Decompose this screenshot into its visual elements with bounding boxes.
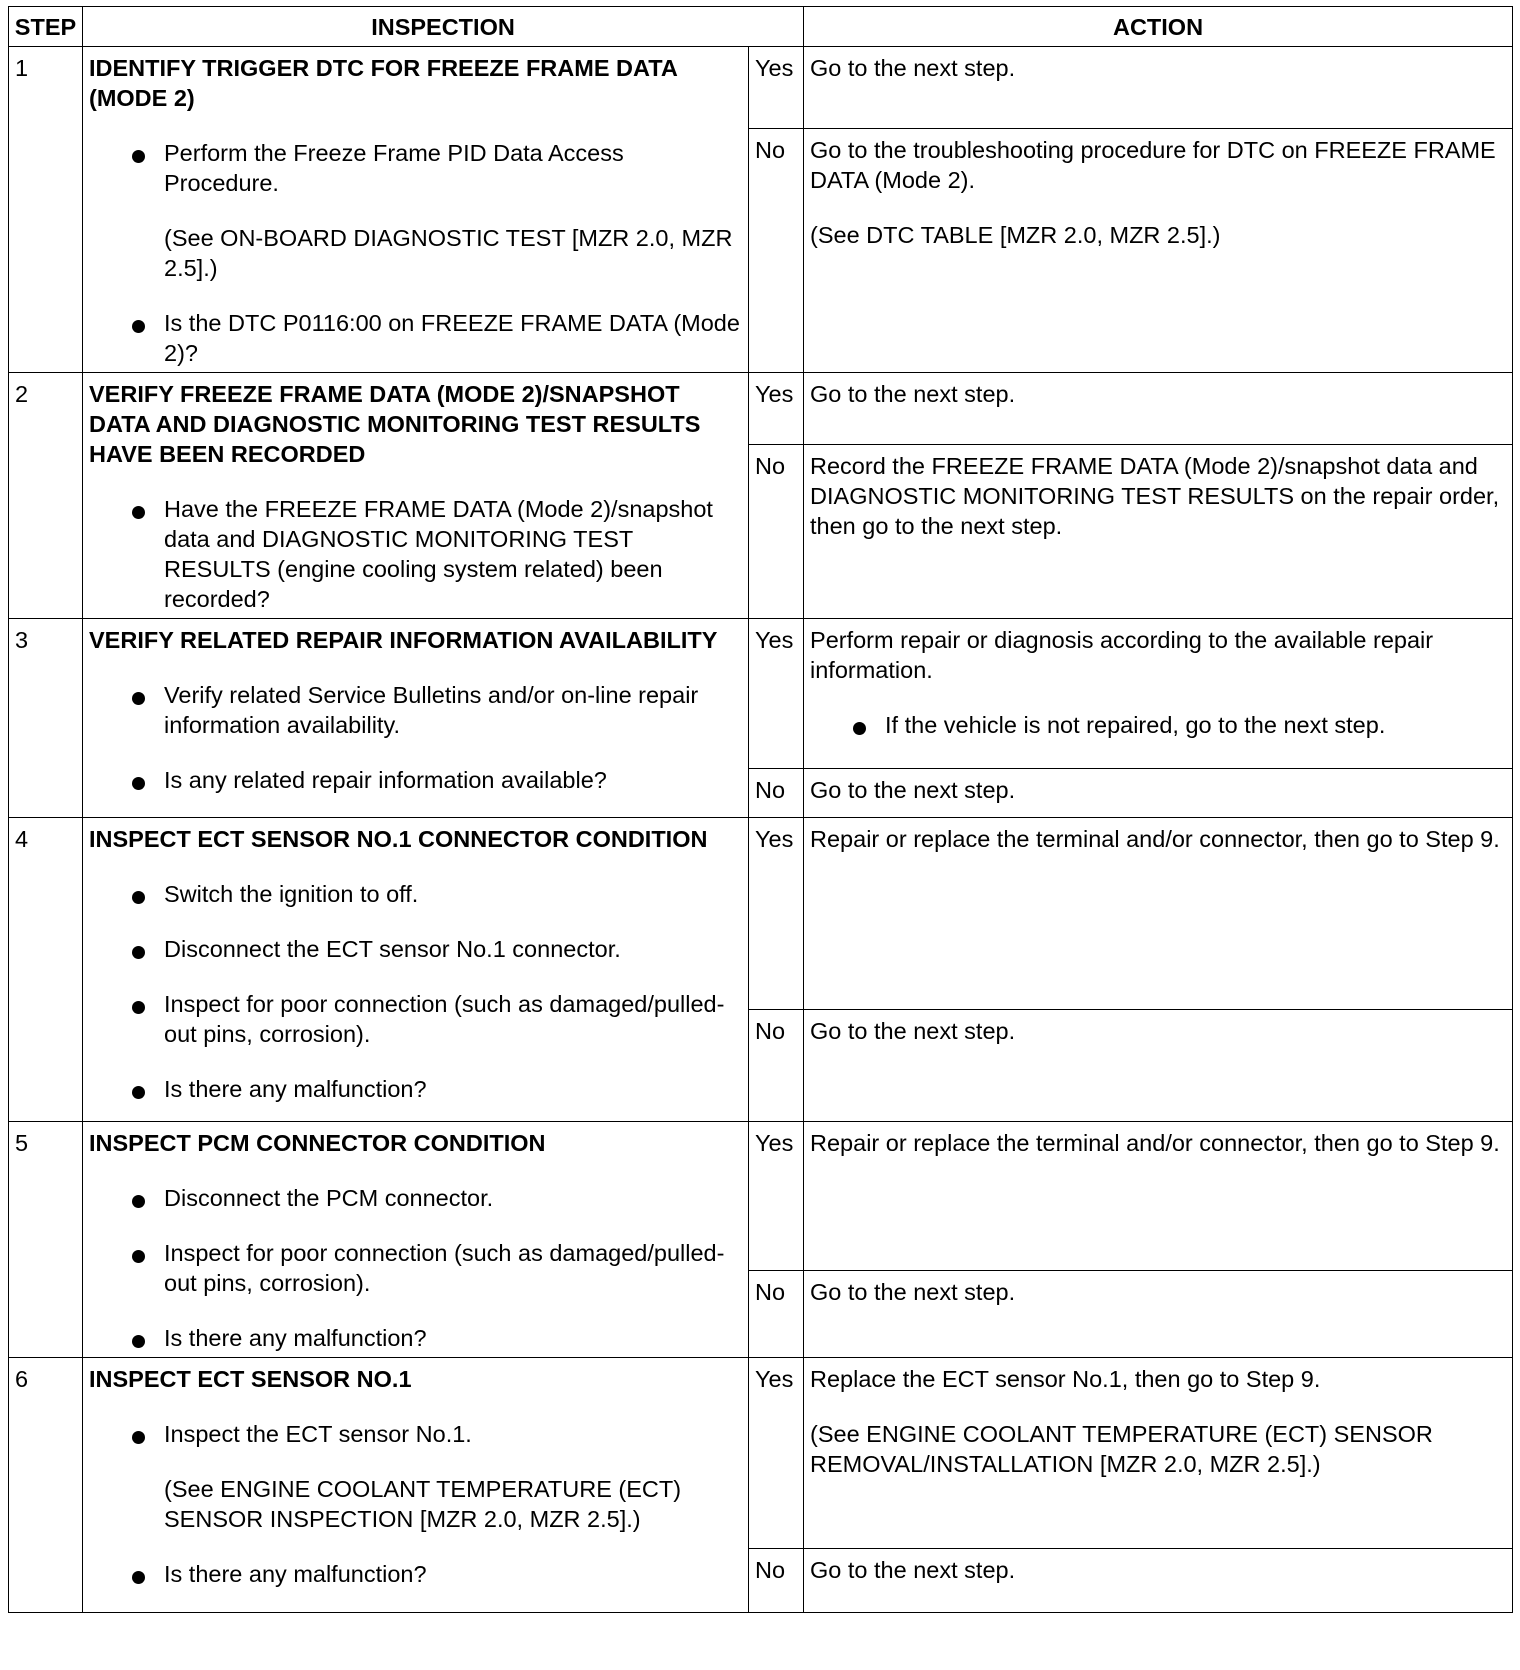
bullet-text: Is there any malfunction? [164,1561,427,1587]
no-label: No [749,128,804,373]
inspection-bullet-list [89,1183,742,1353]
diagnostic-procedure-table [8,6,1513,1613]
yes-label: Yes [749,1122,804,1271]
yes-label: Yes [749,373,804,445]
inspection-bullet [89,494,742,614]
inspection-title: VERIFY FREEZE FRAME DATA (MODE 2)/SNAPSHOT DATA AND DIAGNOSTIC MONITORING TEST RESULTS HAVE BEEN RECORDED [89,381,701,467]
bullet-icon [132,777,145,790]
action-text: Replace the ECT sensor No.1, then go to Step 9. [810,1366,1321,1392]
inspection-bullet [89,765,742,795]
bullet-text: If the vehicle is not repaired, go to the next step. [885,712,1386,738]
reference-text: (See DTC TABLE [MZR 2.0, MZR 2.5].) [810,221,1221,248]
inspection-cell [83,619,749,818]
reference-text: (See ENGINE COOLANT TEMPERATURE (ECT) SENSOR REMOVAL/INSTALLATION [MZR 2.0, MZR 2.5].) [810,1421,1433,1477]
inspection-title: IDENTIFY TRIGGER DTC FOR FREEZE FRAME DATA (MODE 2) [89,55,677,111]
step-number: 5 [9,1122,83,1358]
inspection-cell [83,47,749,373]
action-text: Go to the troubleshooting procedure for DTC on FREEZE FRAME DATA (Mode 2). [810,136,1496,193]
step-number: 3 [9,619,83,818]
step-number: 1 [9,47,83,373]
table-row [9,1358,1513,1549]
bullet-text: Verify related Service Bulletins and/or on-line repair information availability. [164,682,699,738]
inspection-bullet [89,1419,742,1534]
inspection-title: VERIFY RELATED REPAIR INFORMATION AVAILABILITY [89,627,718,653]
inspection-cell [83,1358,749,1613]
yes-action [804,47,1513,129]
bullet-icon [132,1250,145,1263]
no-label: No [749,1010,804,1122]
no-action [804,445,1513,619]
no-action [804,769,1513,818]
yes-label: Yes [749,1358,804,1549]
no-label: No [749,1271,804,1358]
action-text: Perform repair or diagnosis according to the available repair information. [810,627,1434,683]
action-text: Go to the next step. [810,1279,1016,1306]
reference-text: (See ENGINE COOLANT TEMPERATURE (ECT) SENSOR INSPECTION [MZR 2.0, MZR 2.5].) [164,1476,682,1532]
step-number: 2 [9,373,83,619]
bullet-icon [132,1571,145,1584]
inspection-bullet [89,1559,742,1589]
table-header-row [9,7,1513,47]
inspection-title: INSPECT PCM CONNECTOR CONDITION [89,1130,546,1156]
bullet-text: Is any related repair information available? [164,767,607,793]
inspection-cell [83,1122,749,1358]
bullet-icon [132,891,145,904]
header-action: ACTION [804,7,1513,47]
inspection-bullet [89,989,742,1049]
inspection-bullet [89,680,742,740]
yes-action [804,1122,1513,1271]
action-text: Go to the next step. [810,1557,1016,1583]
bullet-text: Inspect for poor connection (such as damaged/pulled-out pins, corrosion). [164,1240,725,1296]
step-number: 4 [9,818,83,1122]
bullet-text: Is the DTC P0116:00 on FREEZE FRAME DATA (Mode 2)? [164,310,740,366]
bullet-icon [132,1001,145,1014]
yes-action [804,373,1513,445]
bullet-text: Switch the ignition to off. [164,881,419,907]
inspection-bullet [89,934,742,964]
no-label: No [749,445,804,619]
table-row [9,47,1513,129]
action-text: Repair or replace the terminal and/or connector, then go to Step 9. [810,1130,1500,1156]
bullet-icon [132,946,145,959]
action-text: Go to the next step. [810,55,1016,81]
yes-label: Yes [749,619,804,769]
inspection-bullet [89,1074,742,1104]
yes-label: Yes [749,818,804,1010]
bullet-icon [853,722,866,735]
inspection-bullet [89,1238,742,1298]
action-text: Go to the next step. [810,381,1016,407]
action-text: Repair or replace the terminal and/or connector, then go to Step 9. [810,826,1500,852]
action-bullet-list [810,710,1506,740]
inspection-bullet-list [89,680,742,795]
bullet-text: Have the FREEZE FRAME DATA (Mode 2)/snapshot data and DIAGNOSTIC MONITORING TEST RESULTS (engine cooling system related) been recorded? [164,496,713,612]
inspection-bullet-list [89,879,742,1104]
no-action [804,1549,1513,1613]
bullet-text: Inspect for poor connection (such as damaged/pulled-out pins, corrosion). [164,991,725,1047]
yes-action [804,818,1513,1010]
inspection-cell [83,373,749,619]
diagnostic-procedure-page [8,6,1512,1613]
inspection-bullet [89,138,742,283]
bullet-text: Inspect the ECT sensor No.1. [164,1421,472,1447]
table-row [9,373,1513,445]
action-text: Record the FREEZE FRAME DATA (Mode 2)/snapshot data and DIAGNOSTIC MONITORING TEST RESULTS on the repair order, then go to the next step. [810,453,1500,540]
bullet-icon [132,150,145,163]
no-action [804,128,1513,373]
step-number: 6 [9,1358,83,1613]
no-action [804,1271,1513,1358]
bullet-text: Disconnect the PCM connector. [164,1185,494,1211]
no-label: No [749,769,804,818]
inspection-bullet [89,308,742,368]
yes-action [804,1358,1513,1549]
yes-label: Yes [749,47,804,129]
bullet-text: Is there any malfunction? [164,1325,427,1351]
header-step: STEP [9,7,83,47]
table-row [9,619,1513,769]
table-row [9,818,1513,1010]
bullet-icon [132,1086,145,1099]
inspection-title: INSPECT ECT SENSOR NO.1 CONNECTOR CONDITION [89,826,708,852]
action-text: Go to the next step. [810,1018,1016,1044]
bullet-text: Disconnect the ECT sensor No.1 connector. [164,936,621,962]
reference-text: (See ON-BOARD DIAGNOSTIC TEST [MZR 2.0, MZR 2.5].) [164,225,733,281]
inspection-bullet-list [89,1419,742,1589]
bullet-icon [132,1335,145,1348]
action-bullet [810,710,1506,740]
inspection-title: INSPECT ECT SENSOR NO.1 [89,1366,412,1392]
inspection-bullet [89,1183,742,1213]
no-label: No [749,1549,804,1613]
inspection-bullet [89,879,742,909]
bullet-text: Is there any malfunction? [164,1076,427,1102]
table-row [9,1122,1513,1271]
header-inspection: INSPECTION [83,7,804,47]
action-text: Go to the next step. [810,777,1016,803]
no-action [804,1010,1513,1122]
bullet-text: Perform the Freeze Frame PID Data Access Procedure. [164,140,624,196]
bullet-icon [132,1195,145,1208]
inspection-bullet-list [89,494,742,614]
inspection-bullet [89,1323,742,1353]
inspection-bullet-list [89,138,742,368]
inspection-cell [83,818,749,1122]
bullet-icon [132,1431,145,1444]
bullet-icon [132,320,145,333]
yes-action [804,619,1513,769]
bullet-icon [132,692,145,705]
bullet-icon [132,506,145,519]
